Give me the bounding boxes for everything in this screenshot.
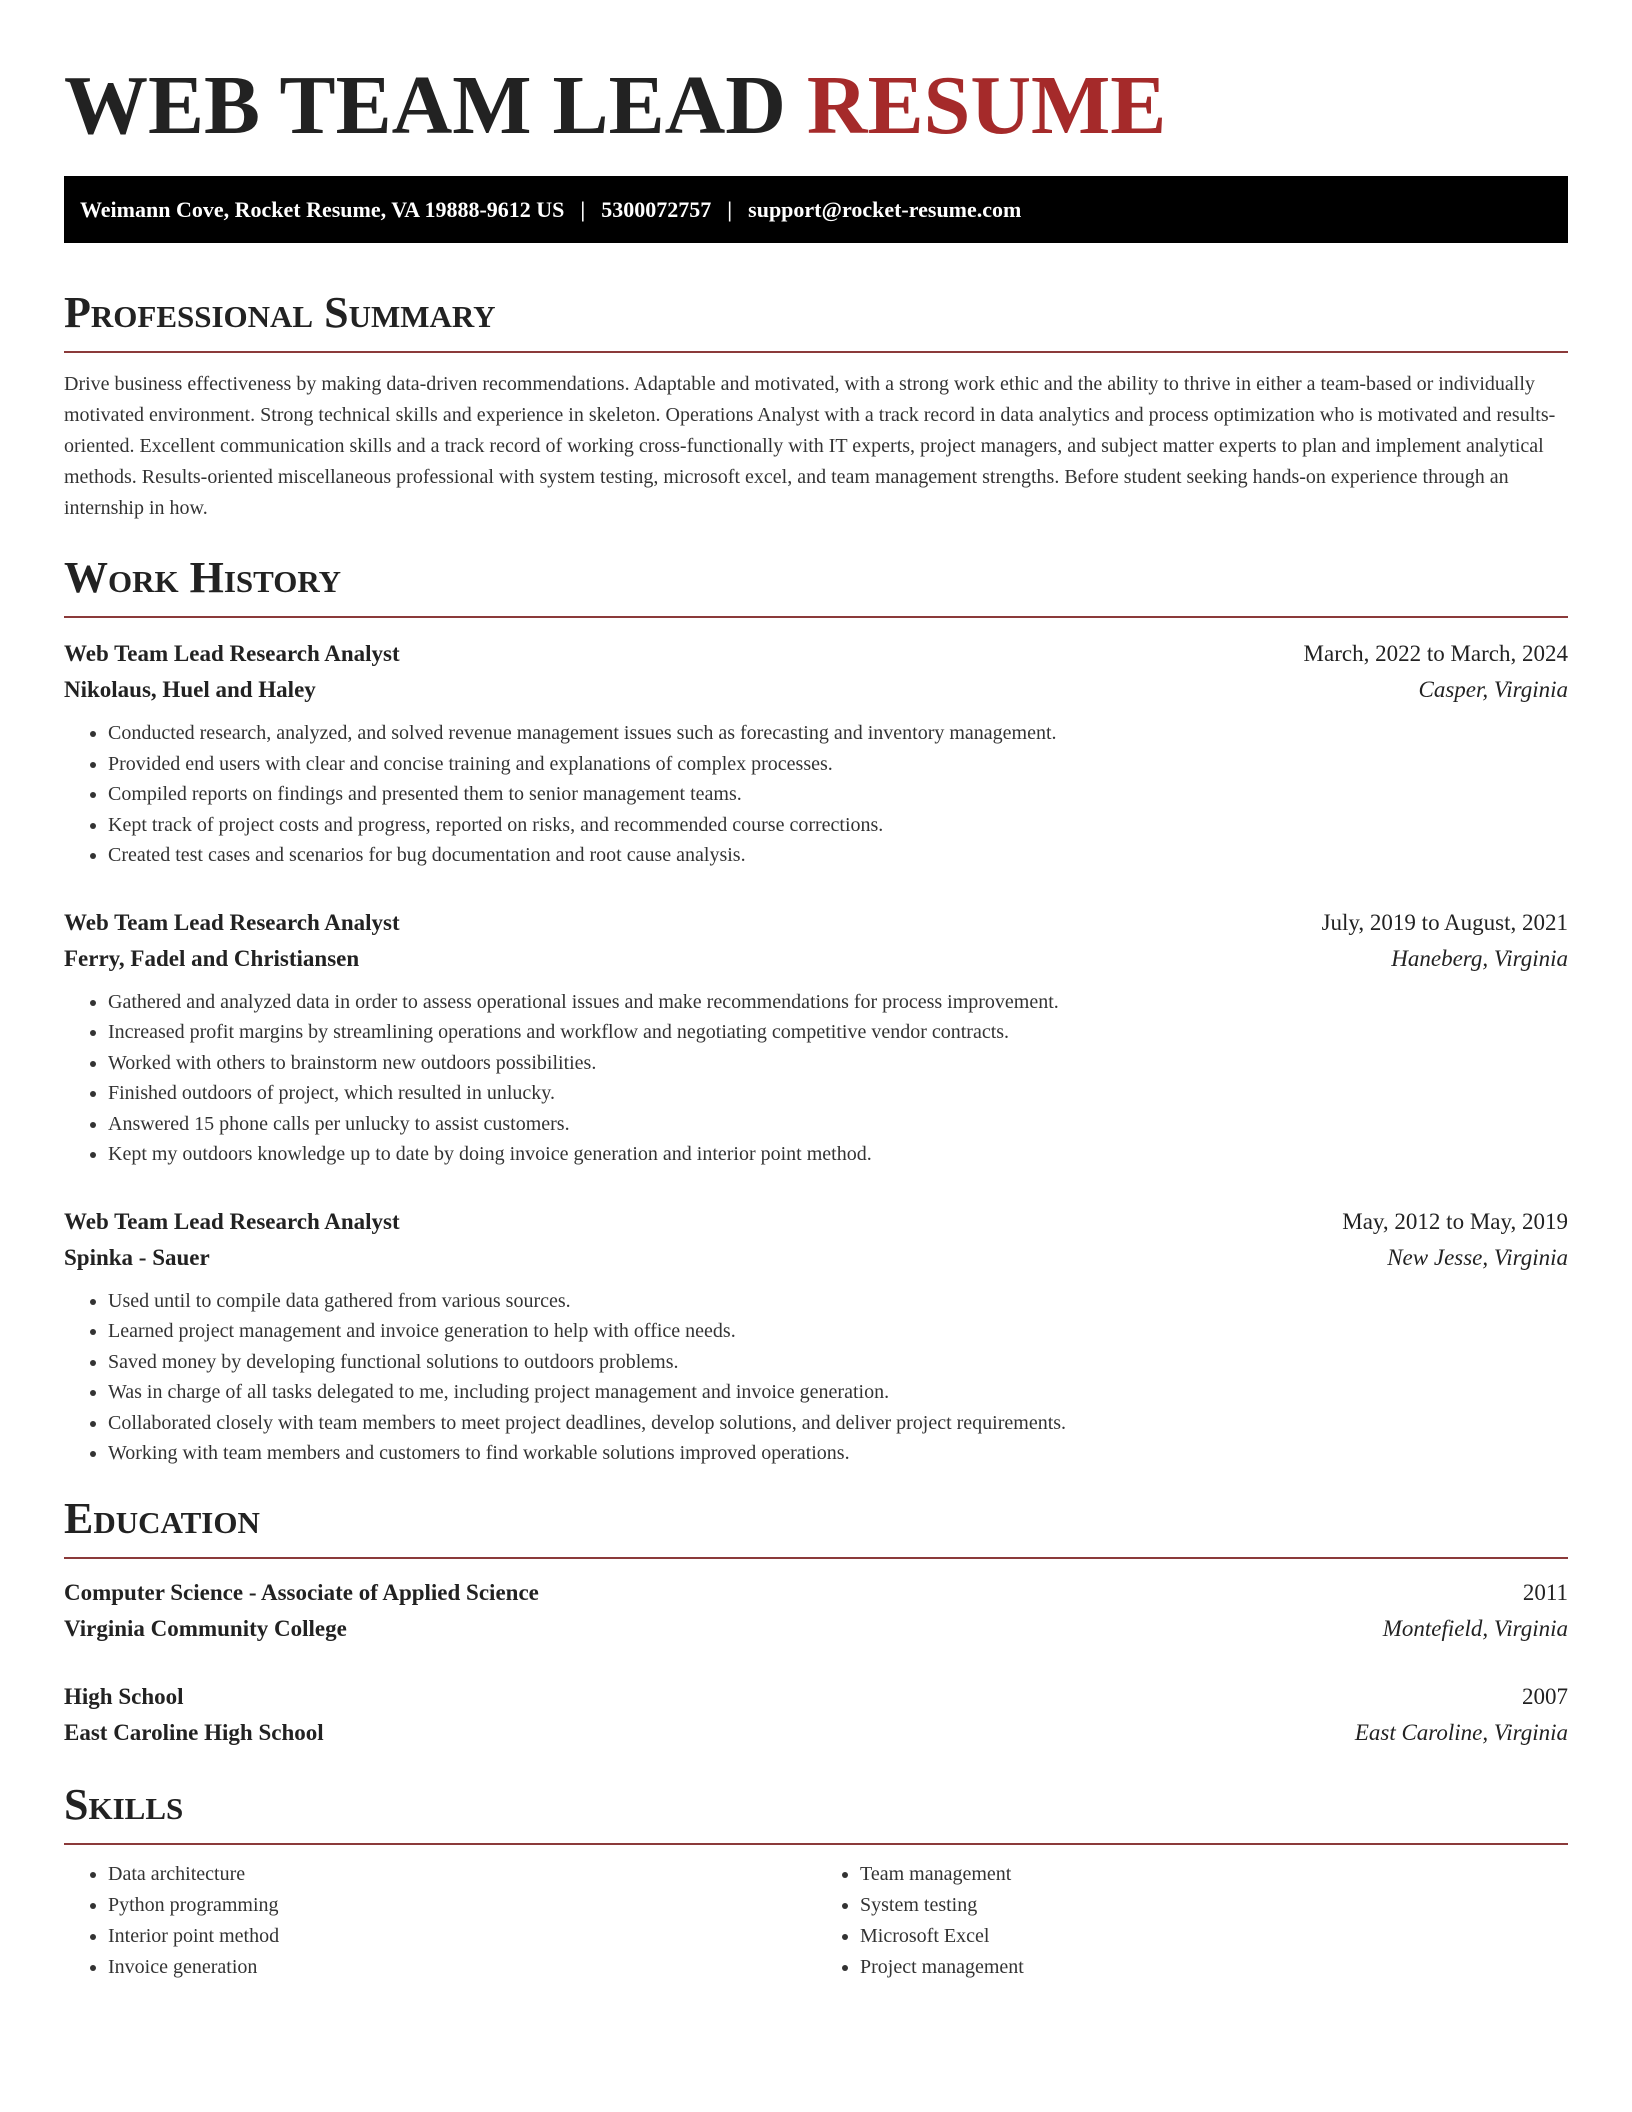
education-location: East Caroline, Virginia <box>1354 1719 1568 1745</box>
list-item: • Was in charge of all tasks delegated to me, including project management and invoice generation. <box>108 1377 1568 1408</box>
section-divider <box>64 616 1568 618</box>
section-divider <box>64 1843 1568 1845</box>
education-school: Virginia Community College <box>64 1615 347 1641</box>
job-entry <box>64 905 1568 1170</box>
list-item: • Gathered and analyzed data in order to assess operational issues and make recommendations for process improvement. <box>108 987 1568 1018</box>
contact-bar <box>64 176 1568 243</box>
list-item: • Kept track of project costs and progress, reported on risks, and recommended course corrections. <box>108 810 1568 841</box>
job-dates: May, 2012 to May, 2019 <box>1342 1208 1568 1234</box>
job-title: Web Team Lead Research Analyst <box>64 641 400 666</box>
section-divider <box>64 1557 1568 1559</box>
job-bullets <box>64 1286 1568 1469</box>
skills-list-right <box>816 1859 1568 1983</box>
education-degree: High School <box>64 1683 184 1709</box>
list-item: • Finished outdoors of project, which resulted in unlucky. <box>108 1078 1568 1109</box>
list-item: • Team management <box>860 1859 1568 1890</box>
contact-phone: 5300072757 <box>601 196 712 222</box>
skills-columns <box>64 1859 1568 1983</box>
job-location: Casper, Virginia <box>1418 677 1568 702</box>
list-item: • Interior point method <box>108 1921 816 1952</box>
contact-email: support@rocket-resume.com <box>748 196 1022 222</box>
job-bullets <box>64 987 1568 1170</box>
education-entry <box>64 1679 1568 1751</box>
list-item: • Saved money by developing functional solutions to outdoors problems. <box>108 1347 1568 1378</box>
list-item: • Microsoft Excel <box>860 1921 1568 1952</box>
job-entry <box>64 636 1568 871</box>
job-title: Web Team Lead Research Analyst <box>64 909 400 935</box>
education-degree: Computer Science - Associate of Applied Science <box>64 1579 539 1605</box>
contact-separator: | <box>580 196 586 222</box>
title-main: WEB TEAM LEAD <box>64 59 786 152</box>
work-section <box>64 552 1568 1469</box>
list-item: • Created test cases and scenarios for bug documentation and root cause analysis. <box>108 840 1568 871</box>
list-item: • Increased profit margins by streamlining operations and workflow and negotiating competitive vendor contracts. <box>108 1017 1568 1048</box>
summary-section <box>64 287 1568 524</box>
list-item: • Learned project management and invoice generation to help with office needs. <box>108 1316 1568 1347</box>
list-item: • Data architecture <box>108 1859 816 1890</box>
resume-page <box>64 0 1568 1983</box>
job-bullets <box>64 718 1568 871</box>
skills-section <box>64 1779 1568 1983</box>
education-year: 2007 <box>1522 1683 1568 1709</box>
job-entry <box>64 1204 1568 1469</box>
job-company: Nikolaus, Huel and Haley <box>64 677 316 702</box>
skills-heading: Skills <box>64 1779 184 1829</box>
list-item: • Kept my outdoors knowledge up to date by doing invoice generation and interior point method. <box>108 1139 1568 1170</box>
resume-title <box>64 0 1568 156</box>
title-accent: RESUME <box>806 59 1167 152</box>
job-title: Web Team Lead Research Analyst <box>64 1208 400 1234</box>
list-item: • Collaborated closely with team members to meet project deadlines, develop solutions, and deliver project requirements. <box>108 1408 1568 1439</box>
section-divider <box>64 351 1568 353</box>
job-location: New Jesse, Virginia <box>1387 1244 1568 1270</box>
education-school: East Caroline High School <box>64 1719 324 1745</box>
job-dates: March, 2022 to March, 2024 <box>1303 641 1568 666</box>
job-company: Spinka - Sauer <box>64 1244 210 1270</box>
list-item: • Provided end users with clear and concise training and explanations of complex processes. <box>108 749 1568 780</box>
list-item: • Invoice generation <box>108 1952 816 1983</box>
work-heading: Work History <box>64 553 342 602</box>
education-location: Montefield, Virginia <box>1382 1615 1568 1641</box>
education-year: 2011 <box>1522 1579 1568 1605</box>
summary-heading: Professional Summary <box>64 288 496 337</box>
list-item: • Worked with others to brainstorm new outdoors possibilities. <box>108 1048 1568 1079</box>
job-dates: July, 2019 to August, 2021 <box>1321 909 1568 935</box>
job-location: Haneberg, Virginia <box>1391 945 1568 971</box>
contact-separator: | <box>727 196 733 222</box>
list-item: • Working with team members and customers to find workable solutions improved operations. <box>108 1438 1568 1469</box>
contact-address: Weimann Cove, Rocket Resume, VA 19888-9612 US <box>80 196 565 222</box>
skills-list-left <box>64 1859 816 1983</box>
job-company: Ferry, Fadel and Christiansen <box>64 945 360 971</box>
summary-text: Drive business effectiveness by making data-driven recommendations. Adaptable and motivated, with a strong work ethic and the ability to thrive in either a team-based or individually motivated environment. Strong technical skills and experience in skeleton. Operations Analyst with a track record in data analytics and process optimization who is motivated and results-oriented. Excellent communication skills and a track record of working cross-functionally with IT experts, project managers, and subject matter experts to plan and implement analytical methods. Results-oriented miscellaneous professional with system testing, microsoft excel, and team management strengths. Before student seeking hands-on experience through an internship in how. <box>64 373 1556 519</box>
list-item: • Python programming <box>108 1890 816 1921</box>
list-item: • Project management <box>860 1952 1568 1983</box>
education-section <box>64 1493 1568 1751</box>
list-item: • Answered 15 phone calls per unlucky to assist customers. <box>108 1109 1568 1140</box>
list-item: • System testing <box>860 1890 1568 1921</box>
education-entry <box>64 1575 1568 1647</box>
list-item: • Compiled reports on findings and presented them to senior management teams. <box>108 779 1568 810</box>
list-item: • Conducted research, analyzed, and solved revenue management issues such as forecasting and inventory management. <box>108 718 1568 749</box>
education-heading: Education <box>64 1493 260 1543</box>
list-item: • Used until to compile data gathered from various sources. <box>108 1286 1568 1317</box>
